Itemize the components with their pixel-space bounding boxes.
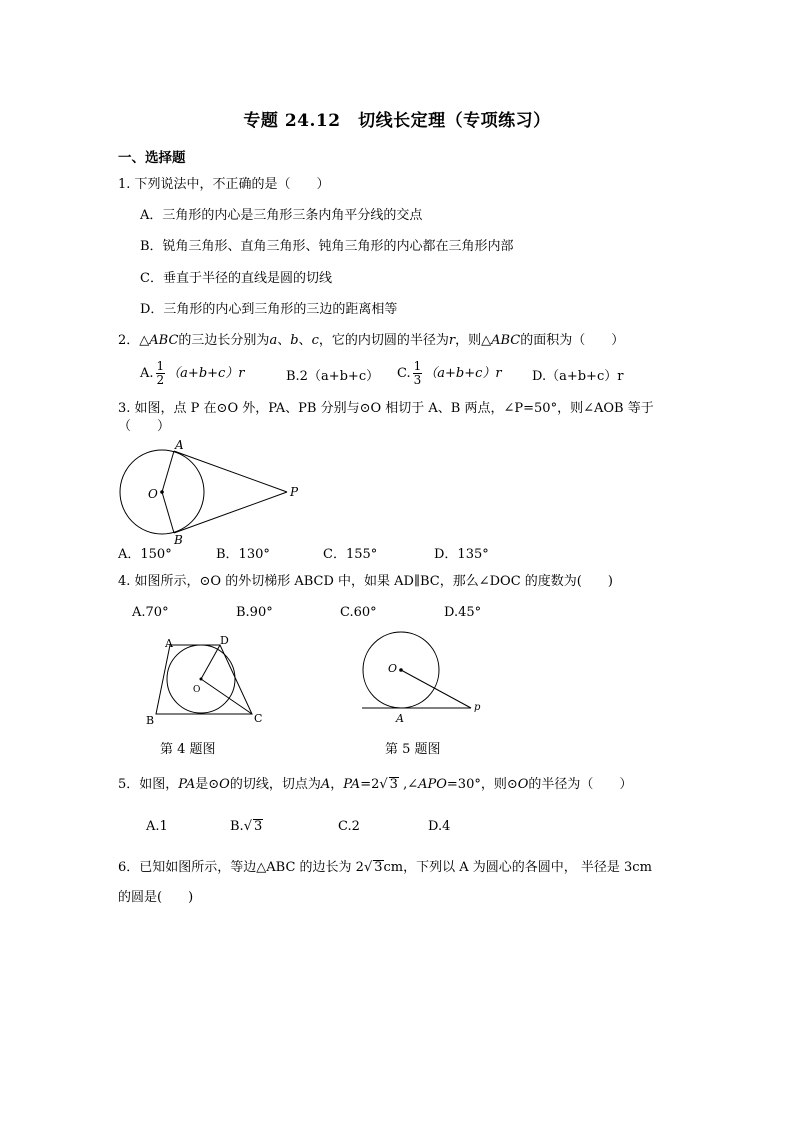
q5-label-o: O <box>388 662 398 675</box>
q2-abc: ABC <box>149 333 179 348</box>
q3-label-b: B <box>174 533 183 547</box>
q6-stem-line2: 的圆是( ) <box>118 890 194 905</box>
q4-figure <box>140 630 270 730</box>
q4-center-dot <box>200 678 203 681</box>
q2-var-r: r <box>448 333 456 348</box>
sqrt-symbol: √ <box>363 860 373 875</box>
q5-label-p: p <box>474 702 481 713</box>
q5-o: O <box>219 777 230 792</box>
q2-text: 、 <box>277 333 291 348</box>
q2-var-a: a <box>269 333 278 348</box>
q4-option-c: C.60° <box>340 605 377 620</box>
q4-option-b: B.90° <box>236 605 273 620</box>
q3-stem-line1: 3. 如图，点 P 在⊙O 外，PA、PB 分别与⊙O 相切于 A、B 两点，∠P=50°，则∠AOB 等于 <box>118 401 654 416</box>
q5-center-dot <box>399 668 403 672</box>
q2-option-a <box>140 360 245 387</box>
q4-label-b: B <box>146 714 155 727</box>
q5-figure <box>356 626 496 730</box>
q3-option-a: A．150° <box>118 547 172 562</box>
q2-option-c-label: C. <box>397 366 411 381</box>
q5-segment-op <box>401 670 471 708</box>
q6-stem-line1 <box>118 859 652 877</box>
q5-label-a: A <box>396 712 404 725</box>
q5-a: A <box>320 777 331 792</box>
fraction-numerator: 1 <box>156 359 165 373</box>
q3-stem-line2: （ ） <box>118 419 171 434</box>
q1-option-c: C．垂直于半径的直线是圆的切线 <box>140 271 332 286</box>
q5-option-a: A.1 <box>146 819 168 834</box>
q2-text: ，则△ <box>455 333 492 348</box>
q5-stem <box>118 776 632 794</box>
q2-option-c-fraction <box>413 360 423 387</box>
q2-option-a-fraction <box>156 360 166 387</box>
q2-option-b: B.2（a+b+c） <box>286 369 380 384</box>
q5-text: =30°，则⊙ <box>446 777 518 792</box>
q5-text: =2 <box>360 777 380 792</box>
q4-option-a: A.70° <box>132 605 169 620</box>
q3-label-p: P <box>290 485 299 499</box>
q1-option-d: D．三角形的内心到三角形的三边的距离相等 <box>140 302 398 317</box>
q5-pa: PA <box>343 777 361 792</box>
q4-stem: 4. 如图所示，⊙O 的外切梯形 ABCD 中，如果 AD∥BC，那么∠DOC 的度数为( ) <box>118 574 613 589</box>
q2-text: 的三边长分别为 <box>178 333 270 348</box>
q1-option-a: A．三角形的内心是三角形三条内角平分线的交点 <box>140 208 423 223</box>
q1-stem: 1. 下列说法中，不正确的是（ ） <box>118 177 330 192</box>
q5-option-b-radicand: 3 <box>253 819 263 834</box>
q5-text: 的切线，切点为 <box>229 777 321 792</box>
q1-option-b: B．锐角三角形、直角三角形、钝角三角形的内心都在三角形内部 <box>140 239 514 254</box>
q3-radius-oa <box>162 451 174 492</box>
q5-option-b-label: B. <box>230 819 244 834</box>
q2-option-c <box>397 360 502 387</box>
q3-label-a: A <box>175 438 184 452</box>
fraction-denominator: 3 <box>413 373 422 387</box>
q3-figure <box>112 436 312 548</box>
q5-o: O <box>517 777 529 792</box>
q5-radicand: 3 <box>389 777 398 792</box>
q5-apo: APO <box>418 777 447 792</box>
q4-label-d: D <box>220 634 229 647</box>
q4-label-c: C <box>254 712 263 725</box>
q2-option-a-label: A. <box>140 366 154 381</box>
q5-option-c: C.2 <box>338 819 360 834</box>
fraction-numerator: 1 <box>413 359 422 373</box>
q2-option-c-expr: （a+b+c）r <box>424 366 502 381</box>
sqrt-symbol: √ <box>243 819 252 834</box>
q3-option-d: D．135° <box>434 547 489 562</box>
q4-label-o: O <box>193 685 201 695</box>
q3-tangent-pa <box>174 451 287 492</box>
fraction-denominator: 2 <box>156 373 165 387</box>
q2-text: ，它的内切圆的半径为 <box>318 333 449 348</box>
q2-text: 、 <box>298 333 312 348</box>
q5-text: ,∠ <box>398 777 419 792</box>
q2-stem <box>118 332 624 350</box>
q6-radicand: 3 <box>374 860 383 875</box>
q2-option-a-expr: （a+b+c）r <box>167 366 245 381</box>
q2-text: 的面积为（ ） <box>520 333 625 348</box>
sqrt-symbol: √ <box>379 777 388 792</box>
q2-var-b: b <box>290 333 299 348</box>
q5-text: ， <box>330 777 344 792</box>
page-title: 专题 24.12 切线长定理（专项练习） <box>243 111 551 131</box>
q5-option-d: D.4 <box>428 819 451 834</box>
q2-abc: ABC <box>491 333 521 348</box>
q5-option-b <box>230 818 263 836</box>
q3-center-dot <box>160 490 164 494</box>
q3-radius-ob <box>162 492 174 533</box>
q4-label-a: A <box>165 637 173 650</box>
q4-figure-caption: 第 4 题图 <box>160 742 216 757</box>
q3-tangent-pb <box>174 492 287 533</box>
q4-option-d: D.45° <box>444 605 482 620</box>
q5-pa: PA <box>178 777 196 792</box>
q3-option-c: C．155° <box>323 547 378 562</box>
q5-figure-caption: 第 5 题图 <box>385 742 441 757</box>
q2-text: 2．△ <box>118 333 150 348</box>
q2-option-d: D.（a+b+c）r <box>532 369 624 384</box>
q5-text: 的半径为（ ） <box>528 777 633 792</box>
q4-segment-od <box>201 645 220 679</box>
q6-text: 6．已知如图所示，等边△ABC 的边长为 2 <box>118 860 364 875</box>
q5-text: 5．如图， <box>118 777 179 792</box>
q3-option-b: B．130° <box>216 547 270 562</box>
q6-text: cm，下列以 A 为圆心的各圆中， 半径是 3cm <box>383 860 652 875</box>
q3-label-o: O <box>148 487 158 501</box>
q5-text: 是⊙ <box>195 777 220 792</box>
q2-var-c: c <box>311 333 319 348</box>
section-heading: 一、选择题 <box>118 150 186 166</box>
